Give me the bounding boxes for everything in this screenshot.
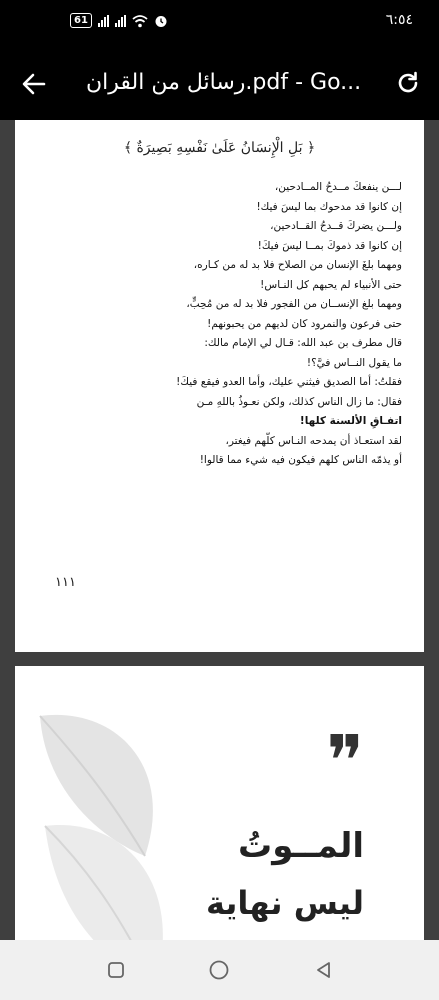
text-line: إن كانوا قد مدحوك بما ليسَ فيك! bbox=[256, 200, 402, 213]
page-number: ١١١ bbox=[55, 575, 76, 590]
pdf-page bbox=[15, 120, 424, 652]
app-bar bbox=[0, 48, 439, 120]
page-text bbox=[32, 178, 402, 471]
pdf-page bbox=[15, 666, 424, 940]
text-line: ولـــن يضركَ قــدحُ القــادحين، bbox=[270, 220, 402, 232]
alarm-icon bbox=[154, 14, 168, 28]
back-arrow-icon[interactable] bbox=[20, 70, 48, 98]
text-line: فقال: ما زال الناس كذلك، ولكن نعـوذُ باللهِ مـن bbox=[196, 395, 402, 408]
text-line: قال مطرف بن عبد الله: قـال لي الإمام مالك: bbox=[204, 337, 402, 349]
back-nav-icon[interactable] bbox=[314, 960, 334, 980]
text-line: لـــن ينفعكَ مــدحُ المــادحين، bbox=[274, 181, 402, 193]
signal-icon bbox=[98, 15, 109, 27]
navigation-bar bbox=[0, 940, 439, 1000]
pdf-viewer[interactable] bbox=[0, 120, 439, 940]
text-line: فقلتُ: أما الصديق فيثني عليك، وأما العدو فيقع فيكَ! bbox=[176, 376, 402, 388]
text-line: حتى فرعون والنمرود كان لديهم من يحبونهم! bbox=[207, 317, 402, 330]
heading-line-1: المــوتُ bbox=[238, 826, 364, 866]
wifi-icon bbox=[132, 14, 148, 28]
battery-indicator: 61 bbox=[70, 13, 92, 28]
status-icons bbox=[70, 13, 168, 28]
quote-mark-icon: ❞ bbox=[326, 720, 364, 802]
text-line: اتفـاقِ الألسنة كلها! bbox=[299, 415, 402, 427]
refresh-icon[interactable] bbox=[395, 70, 421, 96]
text-line: حتى الأنبياء لم يحبهم كل النـاس! bbox=[260, 278, 402, 291]
text-line: ما يقول النــاس فيَّ؟! bbox=[306, 356, 402, 369]
home-icon[interactable] bbox=[208, 959, 230, 981]
text-line: ومهما بلغ الإنســان من الفجور فلا بد له من مُحِبٍّ، bbox=[186, 298, 402, 310]
signal-icon-2 bbox=[115, 15, 126, 27]
text-line: أو يذمّه الناس كلهم فيكون فيه شيء مما قالوا! bbox=[199, 454, 402, 466]
recents-icon[interactable] bbox=[106, 960, 126, 980]
status-bar bbox=[0, 0, 439, 48]
quran-verse: ﴿ بَلِ الْإِنسَانُ عَلَىٰ نَفْسِهِ بَصِيرَةٌ ﴾ bbox=[123, 140, 316, 156]
heading-line-2: ليس نهاية bbox=[205, 884, 364, 922]
text-line: لقد استعـاذ أن يمدحه النـاس كلّهم فيغتر، bbox=[225, 434, 402, 447]
text-line: إن كانوا قد ذموكَ بمــا ليسَ فيكَ! bbox=[257, 239, 402, 252]
clock: ٦:٥٤ bbox=[385, 12, 413, 28]
document-title: رسائل من القران.pdf - Go... bbox=[86, 70, 362, 95]
text-line: ومهما بلغَ الإنسان من الصلاح فلا بد له من كـاره، bbox=[193, 259, 402, 271]
